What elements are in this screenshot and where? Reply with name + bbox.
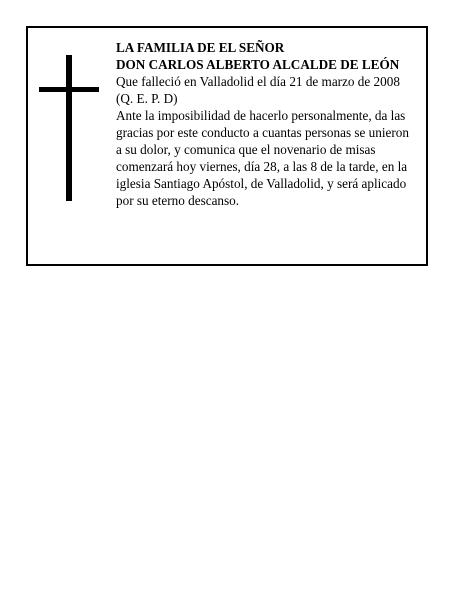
heading-family: LA FAMILIA DE EL SEÑOR xyxy=(116,40,285,55)
rip-line: (Q. E. P. D) xyxy=(116,91,178,106)
body-line: Ante la imposibilidad de hacerlo personalmente, da las xyxy=(116,108,406,123)
body-line: gracias por este conducto a cuantas personas se unieron xyxy=(116,125,409,140)
body-line: a su dolor, y comunica que el novenario de misas xyxy=(116,142,376,157)
death-date-line: Que falleció en Valladolid el día 21 de marzo de 2008 xyxy=(116,74,400,89)
cross-horizontal-bar xyxy=(39,87,99,92)
cross-icon xyxy=(39,55,99,201)
cross-vertical-bar xyxy=(66,55,72,201)
heading-deceased-name: DON CARLOS ALBERTO ALCALDE DE LEÓN xyxy=(116,57,400,72)
notice-body xyxy=(116,107,426,209)
body-line: por su eterno descanso. xyxy=(116,193,240,208)
body-line: comenzará hoy viernes, día 28, a las 8 de la tarde, en la xyxy=(116,159,408,174)
obituary-notice-box xyxy=(26,26,428,266)
notice-text xyxy=(116,39,426,209)
body-line: iglesia Santiago Apóstol, de Valladolid, y será aplicado xyxy=(116,176,407,191)
